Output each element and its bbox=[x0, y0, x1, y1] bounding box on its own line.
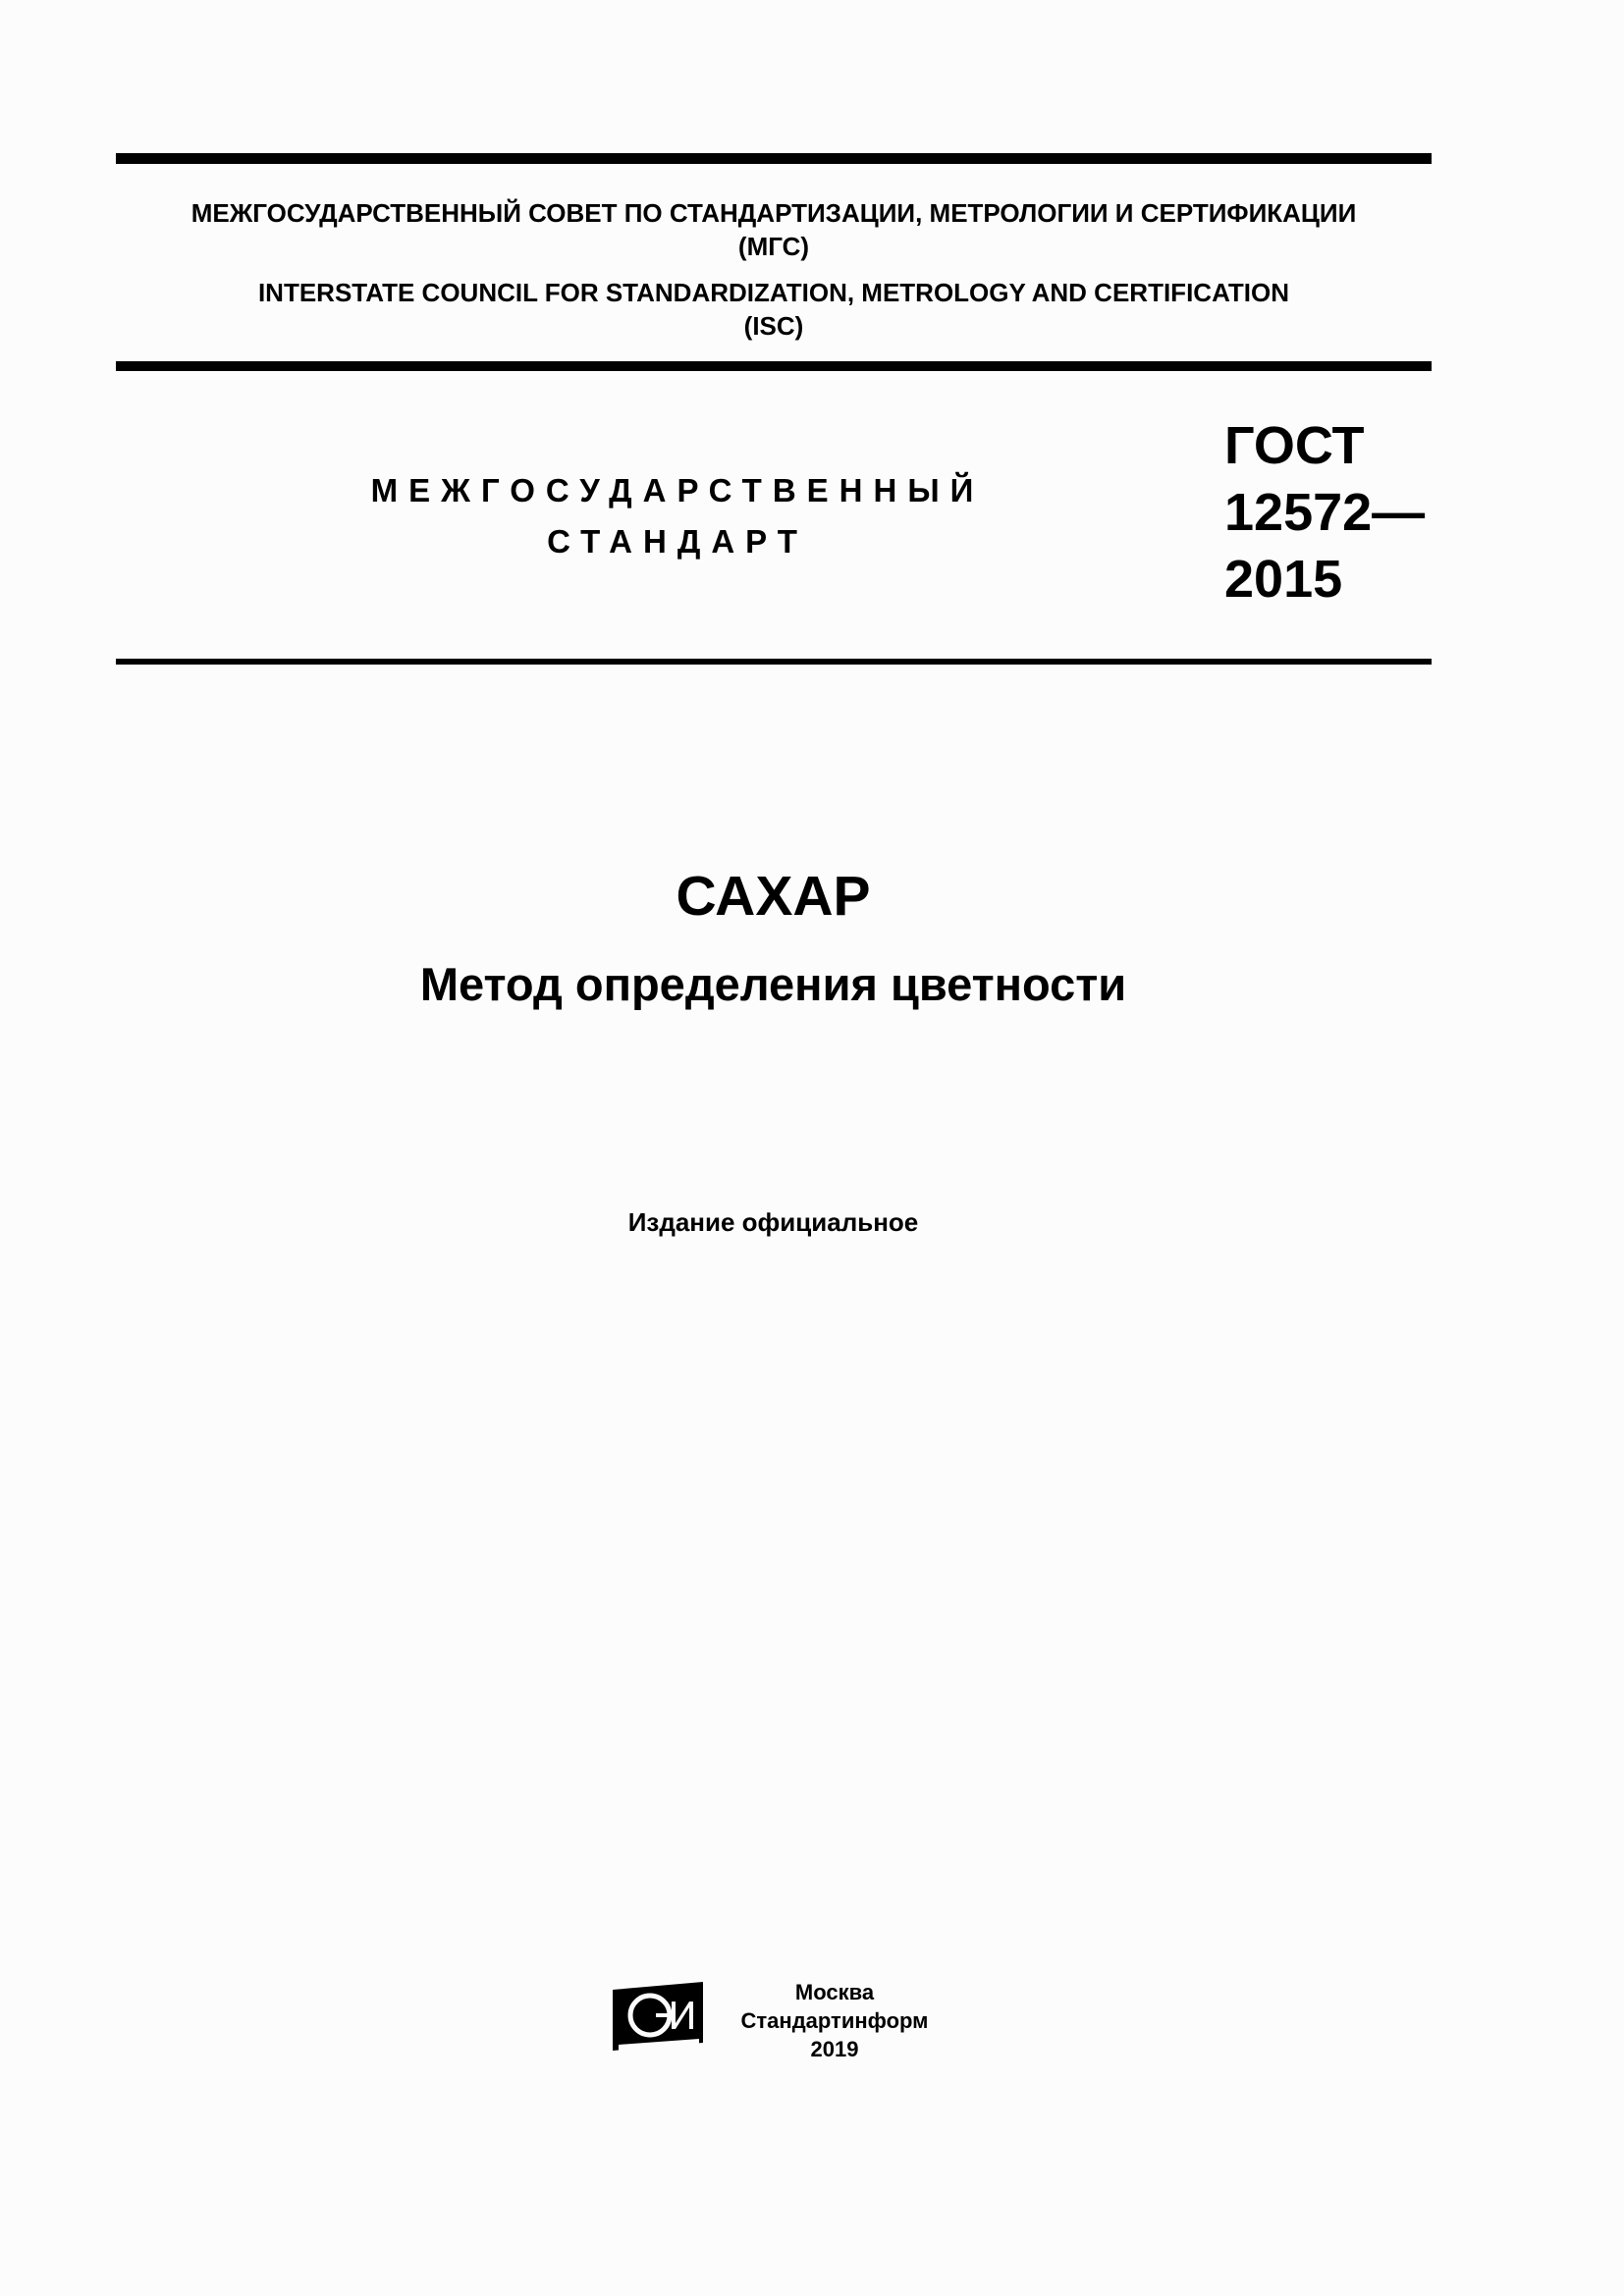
document-subtitle: Метод определения цветности bbox=[419, 958, 1127, 1010]
publisher-name: Стандартинформ bbox=[740, 2008, 929, 2033]
top-rule bbox=[116, 153, 1432, 164]
designation-line3: 2015 bbox=[1224, 550, 1343, 609]
standartinform-logo-icon bbox=[611, 1980, 705, 2055]
designation-line2: 12572— bbox=[1224, 483, 1426, 542]
council-name-ru-line1: МЕЖГОСУДАРСТВЕННЫЙ СОВЕТ ПО СТАНДАРТИЗАЦИИ, МЕТРОЛОГИИ И СЕРТИФИКАЦИИ bbox=[190, 198, 1357, 228]
publication-year: 2019 bbox=[810, 2037, 859, 2061]
designation-line1: ГОСТ bbox=[1224, 416, 1365, 475]
bottom-rule bbox=[116, 659, 1432, 665]
standard-label-line1: МЕЖГОСУДАРСТВЕННЫЙ bbox=[370, 472, 985, 508]
council-name-ru bbox=[116, 196, 1432, 263]
council-name-en bbox=[116, 276, 1432, 343]
council-abbr-ru: (МГС) bbox=[737, 232, 810, 261]
standard-label-line2: СТАНДАРТ bbox=[547, 523, 808, 560]
publisher-imprint bbox=[717, 1978, 952, 2063]
council-name-en-line1: INTERSTATE COUNCIL FOR STANDARDIZATION, METROLOGY AND CERTIFICATION bbox=[257, 278, 1290, 307]
council-abbr-en: (ISC) bbox=[743, 311, 804, 341]
edition-note: Издание официальное bbox=[627, 1207, 919, 1237]
document-title: САХАР bbox=[676, 865, 871, 928]
standard-designation bbox=[1224, 412, 1425, 613]
middle-rule bbox=[116, 361, 1432, 371]
publisher-city: Москва bbox=[794, 1980, 875, 2004]
standard-label bbox=[324, 465, 1031, 567]
